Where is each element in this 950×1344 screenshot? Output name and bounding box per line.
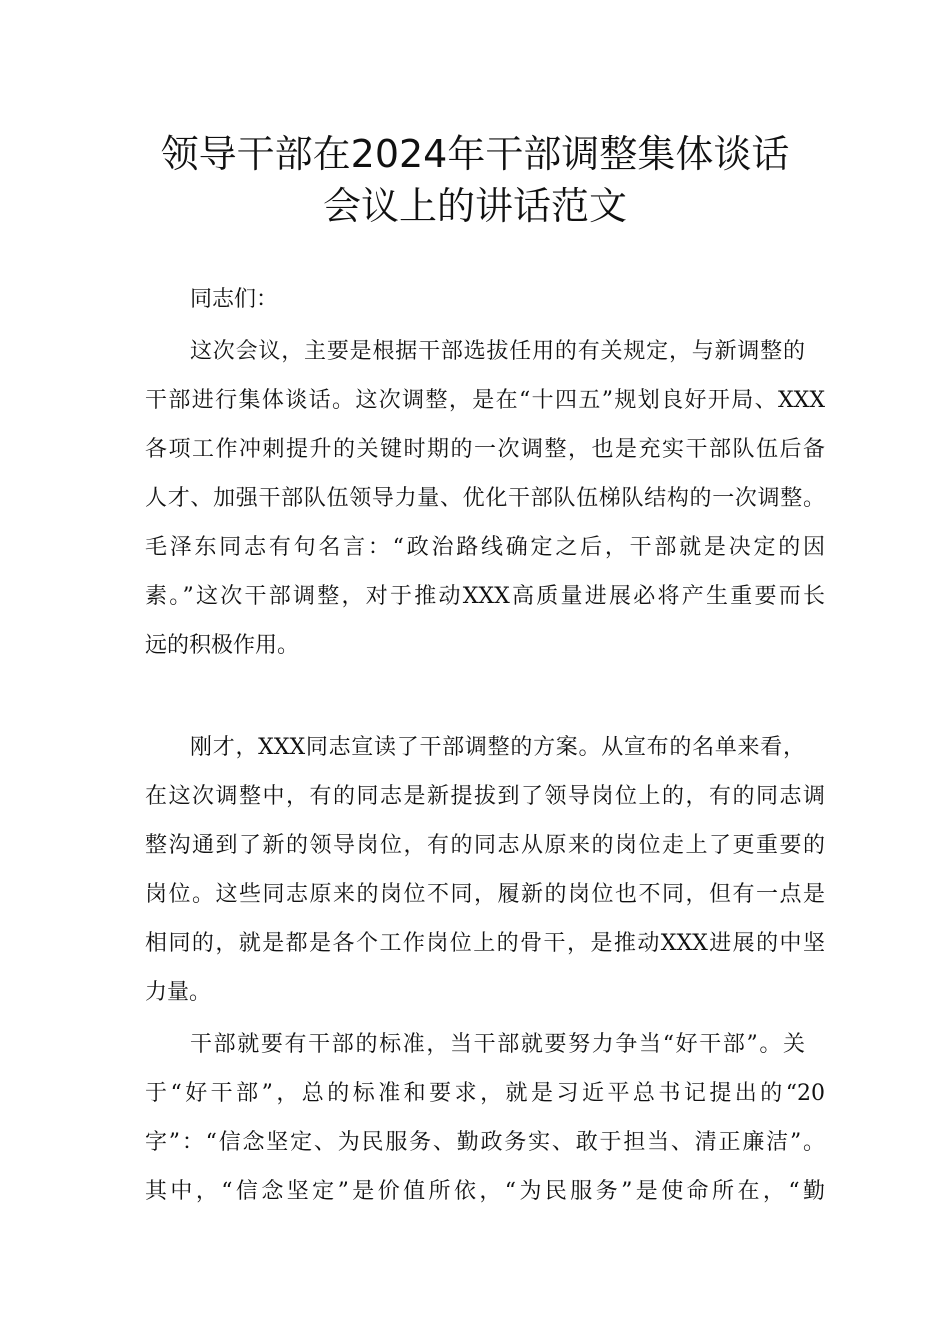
paragraph-2-line-6: 力量。 bbox=[145, 980, 212, 1005]
paragraph-1-line-1: 这次会议，主要是根据干部选拔任用的有关规定，与新调整的 bbox=[190, 339, 805, 364]
paragraph-2-line-5: 相同的，就是都是各个工作岗位上的骨干，是推动XXX进展的中坚 bbox=[145, 931, 825, 956]
paragraph-1-line-7: 远的积极作用。 bbox=[145, 633, 300, 658]
paragraph-1-line-5: 毛泽东同志有句名言：“政治路线确定之后，干部就是决定的因 bbox=[145, 535, 825, 560]
paragraph-1-line-3: 各项工作冲刺提升的关键时期的一次调整，也是充实干部队伍后备 bbox=[145, 437, 825, 462]
greeting: 同志们： bbox=[190, 287, 279, 312]
paragraph-1-line-2: 干部进行集体谈话。这次调整，是在“十四五”规划良好开局、XXX bbox=[145, 388, 825, 413]
paragraph-2-line-4: 岗位。这些同志原来的岗位不同，履新的岗位也不同，但有一点是 bbox=[145, 882, 825, 907]
paragraph-1-line-6: 素。”这次干部调整，对于推动XXX高质量进展必将产生重要而长 bbox=[145, 584, 825, 609]
paragraph-2-line-3: 整沟通到了新的领导岗位，有的同志从原来的岗位走上了更重要的 bbox=[145, 833, 825, 858]
paragraph-1-line-4: 人才、加强干部队伍领导力量、优化干部队伍梯队结构的一次调整。 bbox=[145, 486, 825, 511]
paragraph-2-line-2: 在这次调整中，有的同志是新提拔到了领导岗位上的，有的同志调 bbox=[145, 784, 825, 809]
paragraph-3-line-3: 字”：“信念坚定、为民服务、勤政务实、敢于担当、清正廉洁”。 bbox=[145, 1130, 825, 1155]
paragraph-3-line-1: 干部就要有干部的标准，当干部就要努力争当“好干部”。关 bbox=[190, 1032, 805, 1057]
document-title-line-1: 领导干部在2024年干部调整集体谈话 bbox=[160, 132, 790, 176]
document-title-line-2: 会议上的讲话范文 bbox=[322, 184, 627, 228]
paragraph-3-line-2: 于“好干部”，总的标准和要求，就是习近平总书记提出的“20 bbox=[145, 1081, 825, 1106]
paragraph-3-line-4: 其中，“信念坚定”是价值所依，“为民服务”是使命所在，“勤 bbox=[145, 1179, 825, 1204]
paragraph-2-line-1: 刚才，XXX同志宣读了干部调整的方案。从宣布的名单来看， bbox=[190, 735, 805, 760]
